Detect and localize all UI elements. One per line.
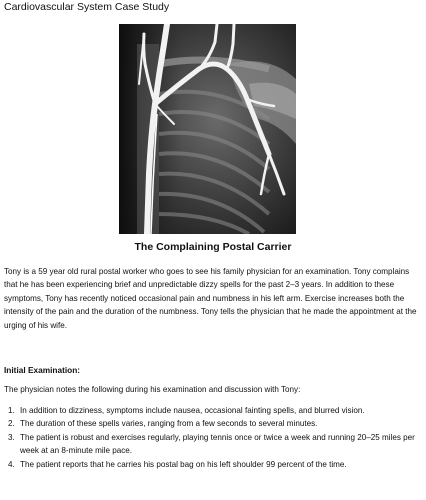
section-heading-initial-examination: Initial Examination:	[4, 365, 81, 375]
list-item-number: 1.	[8, 406, 15, 415]
list-item-number: 3.	[8, 432, 15, 442]
list-item-text: In addition to dizziness, symptoms include nausea, occasional fainting spells, and blurred vision.	[20, 406, 365, 415]
list-item-text: The patient reports that he carries his postal bag on his left shoulder 99 percent of the time.	[20, 459, 347, 469]
intro-paragraph: Tony is a 59 year old rural postal worker who goes to see his family physician for an examination. Tony complains that he has been experiencing brief and unpredictable dizzy spells for the past 2–3 years. In addition to these symptoms, Tony has recently noticed occasional pain and numbness in his left arm. Exercise increases both the intensity of the pain and the duration of the numbness. Tony tells the physician that he made the appointment at the urging of his wife.	[4, 267, 417, 330]
list-item-number: 2.	[8, 419, 15, 429]
list-item	[4, 458, 418, 471]
list-item	[4, 417, 418, 430]
list-item-text: The patient is robust and exercises regularly, playing tennis once or twice a week and running 20–25 miles per week at an 8-minute mile pace.	[20, 432, 415, 456]
findings-list	[4, 404, 418, 471]
list-item-number: 4.	[8, 459, 15, 469]
list-item	[4, 404, 418, 417]
angiogram-image	[119, 24, 296, 234]
page-header-title: Cardiovascular System Case Study	[4, 1, 170, 13]
case-title: The Complaining Postal Carrier	[134, 241, 292, 253]
list-item-text: The duration of these spells varies, ranging from a few seconds to several minutes.	[20, 419, 318, 429]
list-item	[4, 431, 418, 458]
section-lead-text: The physician notes the following during his examination and discussion with Tony:	[4, 385, 301, 394]
